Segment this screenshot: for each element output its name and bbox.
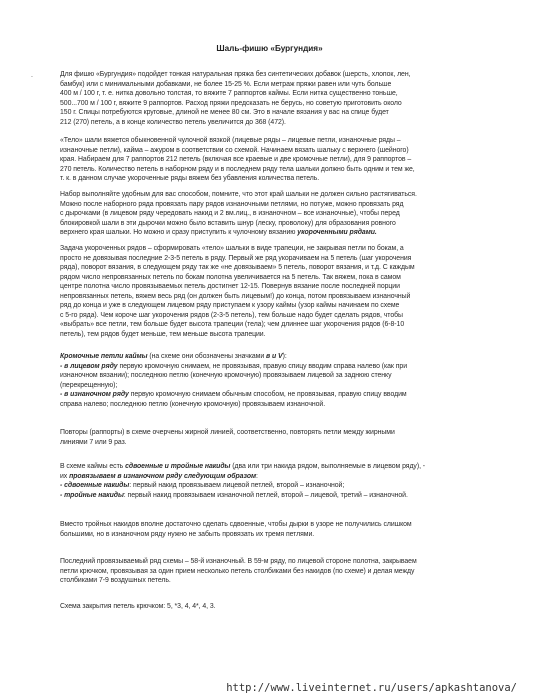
text-line: столбиками 7-9 воздушных петель. bbox=[60, 577, 171, 584]
text-line: Можно после наборного ряда провязать пару рядов изнаночными петлями, но потуже, можно провязать ряд bbox=[60, 200, 404, 208]
text-span: верхнего края шальки. Но можно и сразу приступить к чулочному вязанию bbox=[60, 229, 296, 236]
text-line bbox=[60, 491, 490, 501]
text-line bbox=[60, 472, 490, 482]
text-line: бамбук) или с минимальными добавками, не более 15-25 %. Если метраж пряжи равен или чуть больше bbox=[60, 80, 392, 88]
paragraph-bind-off bbox=[60, 557, 490, 586]
text-span: первую кромочную снимаем обычным способом, не провязывая, правую спицу вводим bbox=[128, 391, 407, 398]
text-span: их bbox=[60, 472, 70, 480]
paragraph-repeats bbox=[60, 428, 490, 447]
emphasis-text: - в изнаночном ряду bbox=[60, 391, 129, 398]
text-line bbox=[60, 352, 490, 362]
text-line bbox=[60, 462, 490, 472]
text-line: с 5-го ряда). Чем короче шаг укорочения рядов (2-3-5 петель), тем больше надо будет сделать рядов, чтобы bbox=[60, 311, 403, 319]
text-line: 270 петель. Количество петель в наборном ряду и в последнем ряду тела шальки должно быть одним и тем же, bbox=[60, 165, 415, 173]
text-line: 400 м / 100 г, т. е. нитка довольно толстая, то вяжите 7 раппортов каймы. Если нитка существенно тоньше, bbox=[60, 90, 398, 97]
emphasis-text: сдвоенные и тройные накиды bbox=[125, 463, 231, 470]
paragraph-cast-on bbox=[60, 190, 490, 238]
text-span: (два или три накида рядом, выполняемые в лицевом ряду), - bbox=[230, 463, 426, 470]
text-line: т. к. в данном случае укороченные ряды вяжем без убавления количества петель. bbox=[60, 175, 320, 182]
paragraph-materials bbox=[60, 70, 490, 127]
text-line: Набор выполняйте удобным для вас способом, помните, что этот край шальки не должен сильно растягиваться. bbox=[60, 191, 417, 198]
text-span: ): bbox=[282, 353, 287, 360]
emphasis-text: - тройные накиды bbox=[60, 491, 124, 499]
text-line: 212 (270) петель, а в конце количество петель увеличится до 368 (472). bbox=[60, 118, 286, 126]
text-line: с дырочками (в лицевом ряду чередовать накид и 2 вм.лиц., в изнаночном – все изнаночные), чтобы перед bbox=[60, 210, 400, 217]
section-heading: Кромочные петли каймы bbox=[60, 353, 148, 360]
text-line: 150 г. Спицы потребуются круговые, длиной не менее 80 см. Это в начале вязания у вас на спице будет bbox=[60, 109, 389, 116]
paragraph-short-rows bbox=[60, 244, 490, 339]
text-line: центре полотна число провязываемых петель достигнет 12-15. Повернув вязание после последней порции bbox=[60, 283, 400, 290]
text-span: : первый накид провязываем изнаночной петлей, второй – лицевой, третий – изнаночной. bbox=[123, 491, 408, 499]
text-line: непровязанных петель, вяжем весь ряд (он должен быть лицевым!) до конца, потом провязываем изнаночный bbox=[60, 292, 411, 300]
text-line: справа налево; последнюю петлю (конечную кромочную) провязываем изнаночной. bbox=[60, 400, 326, 408]
emphasis-text: - в лицевом ряду bbox=[60, 362, 118, 370]
text-line: просто не довязывая последние 2-3-5 петель в ряду. Первый же ряд укорачиваем на 5 петель (шаг укорочения bbox=[60, 254, 412, 262]
text-line: петель), тем рядов будет меньше, тем меньше высота трапеции. bbox=[60, 330, 266, 338]
text-line: ряд до конца и уже в следующем лицевом ряду приступаем к узору каймы (узор каймы начинаем по схеме bbox=[60, 302, 400, 309]
emphasis-text: - сдвоенные накиды bbox=[60, 482, 130, 489]
text-line bbox=[60, 228, 490, 238]
text-line: края. Набираем для 7 раппортов 212 петель (включая все краевые и две кромочные петли), для 9 раппортов – bbox=[60, 156, 412, 163]
text-line: большими, но в изнаночном ряду нужно не забыть провязать их тремя петлями. bbox=[60, 530, 315, 538]
text-line: Последний провязываемый ряд схемы – 58-й изнаночный. В 59-м ряду, по лицевой стороне полотна, закрываем bbox=[60, 558, 417, 565]
text-line bbox=[60, 481, 490, 491]
document-title: Шаль-фишю «Бургундия» bbox=[216, 44, 323, 53]
text-line: Повторы (раппорты) в схеме очерчены жирной линией, соответственно, повторять петли между жирными bbox=[60, 429, 395, 436]
text-span: : первый накид провязываем лицевой петлей, второй – изнаночной; bbox=[129, 482, 345, 489]
text-line: Вместо тройных накидов вполне достаточно сделать сдвоенные, чтобы дырки в узоре не получились слишком bbox=[60, 521, 412, 528]
emphasis-text: укороченными рядами. bbox=[297, 229, 377, 236]
paragraph-body bbox=[60, 136, 490, 184]
text-line: Схема закрытия петель крючком: 5, *3, 4, 4*, 4, 3. bbox=[60, 603, 216, 610]
text-line: линиями 7 или 9 раз. bbox=[60, 438, 127, 446]
text-line: «выбрать» все петли, тем больше будет высота трапеции (тела); чем длиннее шаг укорочения рядов (6-8-10 bbox=[60, 321, 405, 328]
margin-mark: . bbox=[31, 72, 33, 79]
paragraph-yarn-overs bbox=[60, 462, 490, 500]
text-line bbox=[60, 390, 490, 400]
text-line: «Тело» шали вяжется обыкновенной чулочной вязкой (лицевые ряды – лицевые петли, изнаночные ряды – bbox=[60, 137, 401, 144]
text-line: изнаночном вязании); последнюю петлю (конечную кромочную) провязываем лицевой за заднюю стенку bbox=[60, 372, 392, 379]
paragraph-edge-stitches bbox=[60, 352, 490, 409]
paragraph-crochet-scheme bbox=[60, 602, 490, 612]
text-line: Задача укороченных рядов – сформировать «тело» шальки в виде трапеции, не закрывая петли по бокам, а bbox=[60, 245, 404, 252]
emphasis-text: в и V bbox=[264, 353, 283, 360]
emphasis-text: провязываем в изнаночном ряду следующим образом bbox=[69, 472, 257, 480]
text-line: (перекрещенную); bbox=[60, 381, 118, 389]
text-span: (на схеме они обозначены значками bbox=[147, 353, 265, 360]
text-span: первую кромочную снимаем, не провязывая, правую спицу вводим справа налево (как при bbox=[117, 362, 408, 370]
text-line: рядом число непровязанных петель по бокам полотна увеличивается на 5 петель. Так вяжем, пока в самом bbox=[60, 273, 401, 281]
text-line: 500...700 м / 100 г, вяжите 9 раппортов. Расход пряжи предсказать не берусь, но советую приготовить около bbox=[60, 99, 402, 107]
text-line bbox=[60, 362, 490, 372]
text-span: : bbox=[256, 472, 258, 480]
text-line: петли крючком, провязывая за один прием несколько петель столбиками без накидов (по схеме) и делая между bbox=[60, 567, 415, 575]
text-line: ряда), поворот вязания, в следующем ряду так же «не довязываем» 5 петель, поворот вязания, и т.д. С каждым bbox=[60, 264, 415, 271]
text-line: блокировкой шали в эти дырочки можно было вставить шнур (леску, проволоку) для образования ровного bbox=[60, 219, 396, 227]
text-line: Для фишю «Бургундия» подойдет тонкая натуральная пряжа без синтетических добавок (шерсть, хлопок, лен, bbox=[60, 71, 411, 78]
text-span: В схеме каймы есть bbox=[60, 463, 126, 470]
text-line: изнаночные петли), кайма – ажуром в соответствии со схемой. Начинаем вязать шальку с верхнего (шейного) bbox=[60, 146, 409, 154]
paragraph-note bbox=[60, 520, 490, 539]
source-url-watermark: http://www.liveinternet.ru/users/apkashtanova/ bbox=[226, 682, 517, 694]
